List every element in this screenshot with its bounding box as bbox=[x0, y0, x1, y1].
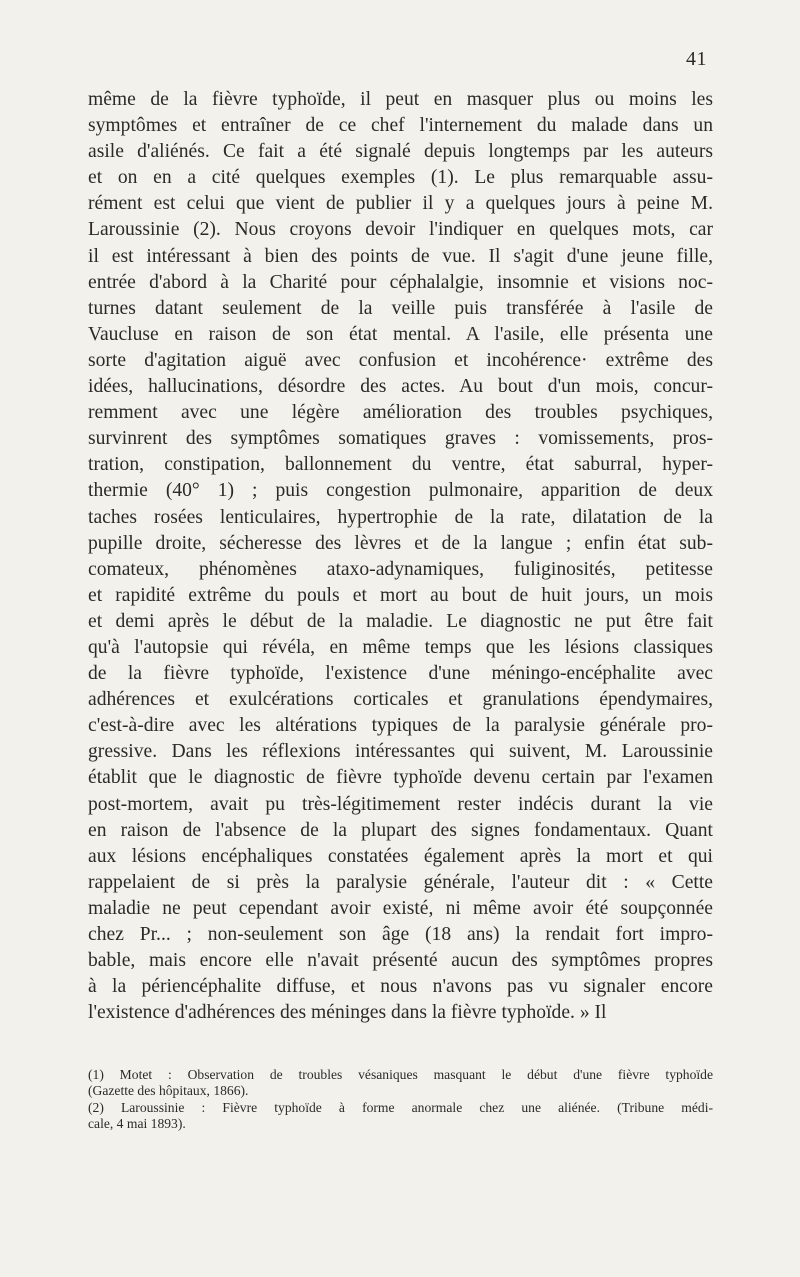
text-line: adhérences et exulcérations corticales et granulations épendymaires, bbox=[88, 689, 713, 711]
page-number: 41 bbox=[686, 48, 707, 70]
text-line: et rapidité extrême du pouls et mort au bout de huit jours, un mois bbox=[88, 584, 713, 606]
text-line: pupille droite, sécheresse des lèvres et de la langue ; enfin état sub- bbox=[88, 532, 713, 554]
text-line: Vaucluse en raison de son état mental. A l'asile, elle présenta une bbox=[88, 323, 713, 345]
text-line: rappelaient de si près la paralysie générale, l'auteur dit : « Cette bbox=[88, 871, 713, 893]
text-line: idées, hallucinations, désordre des actes. Au bout d'un mois, concur- bbox=[88, 376, 713, 398]
text-line: rément est celui que vient de publier il y a quelques jours à peine M. bbox=[88, 193, 713, 215]
text-line: Laroussinie (2). Nous croyons devoir l'indiquer en quelques mots, car bbox=[88, 219, 713, 241]
text-line: chez Pr... ; non-seulement son âge (18 ans) la rendait fort impro- bbox=[88, 924, 713, 945]
text-line: taches rosées lenticulaires, hypertrophie de la rate, dilatation de la bbox=[88, 506, 713, 528]
footnote-1-line: (Gazette des hôpitaux, 1866). bbox=[88, 1083, 249, 1099]
text-line: asile d'aliénés. Ce fait a été signalé depuis longtemps par les auteurs bbox=[88, 141, 713, 163]
text-line: et on en a cité quelques exemples (1). Le plus remarquable assu- bbox=[88, 167, 713, 189]
text-line: survinrent des symptômes somatiques graves : vomissements, pros- bbox=[88, 428, 713, 450]
text-line: et demi après le début de la maladie. Le diagnostic ne put être fait bbox=[88, 610, 713, 632]
text-line: l'existence d'adhérences des méninges dans la fièvre typhoïde. » Il bbox=[88, 1002, 607, 1024]
footnote-2-line: cale, 4 mai 1893). bbox=[88, 1116, 186, 1132]
text-line: turnes datant seulement de la veille puis transférée à l'asile de bbox=[88, 297, 713, 319]
text-line: gressive. Dans les réflexions intéressantes qui suivent, M. Laroussinie bbox=[88, 741, 713, 763]
text-line: symptômes et entraîner de ce chef l'internement du malade dans un bbox=[88, 115, 713, 137]
footnote-1-line: (1) Motet : Observation de troubles vésaniques masquant le début d'une fièvre typhoïde bbox=[88, 1067, 713, 1082]
text-line: en raison de l'absence de la plupart des signes fondamentaux. Quant bbox=[88, 819, 713, 841]
text-line: de la fièvre typhoïde, l'existence d'une méningo-encéphalite avec bbox=[88, 663, 713, 685]
footnote-2-line: (2) Laroussinie : Fièvre typhoïde à forme anormale chez une aliénée. (Tribune médi- bbox=[88, 1099, 713, 1115]
text-line: post-mortem, avait pu très-légitimement rester indécis durant la vie bbox=[88, 793, 713, 815]
text-line: il est intéressant à bien des points de vue. Il s'agit d'une jeune fille, bbox=[88, 245, 713, 267]
text-line: établit que le diagnostic de fièvre typhoïde devenu certain par l'examen bbox=[88, 767, 713, 789]
text-line: sorte d'agitation aiguë avec confusion et incohérence· extrême des bbox=[88, 349, 713, 371]
text-line: tration, constipation, ballonnement du ventre, état saburral, hyper- bbox=[88, 454, 713, 476]
text-line: comateux, phénomènes ataxo-adynamiques, fuliginosités, petitesse bbox=[88, 558, 713, 580]
text-line: c'est-à-dire avec les altérations typiques de la paralysie générale pro- bbox=[88, 715, 713, 737]
footnotes bbox=[88, 1067, 713, 1133]
text-line: bable, mais encore elle n'avait présenté aucun des symptômes propres bbox=[88, 950, 713, 972]
text-line: qu'à l'autopsie qui révéla, en même temps que les lésions classiques bbox=[88, 636, 713, 658]
text-line: entrée d'abord à la Charité pour céphalalgie, insomnie et visions noc- bbox=[88, 271, 713, 293]
text-line: remment avec une légère amélioration des troubles psychiques, bbox=[88, 402, 713, 424]
body-text bbox=[88, 87, 713, 1026]
text-line: à la périencéphalite diffuse, et nous n'avons pas vu signaler encore bbox=[88, 976, 713, 998]
text-line: maladie ne peut cependant avoir existé, ni même avoir été soupçonnée bbox=[88, 897, 713, 919]
text-line: même de la fièvre typhoïde, il peut en masquer plus ou moins les bbox=[88, 89, 713, 110]
text-line: thermie (40° 1) ; puis congestion pulmonaire, apparition de deux bbox=[88, 480, 713, 502]
text-line: aux lésions encéphaliques constatées également après la mort et qui bbox=[88, 845, 713, 867]
